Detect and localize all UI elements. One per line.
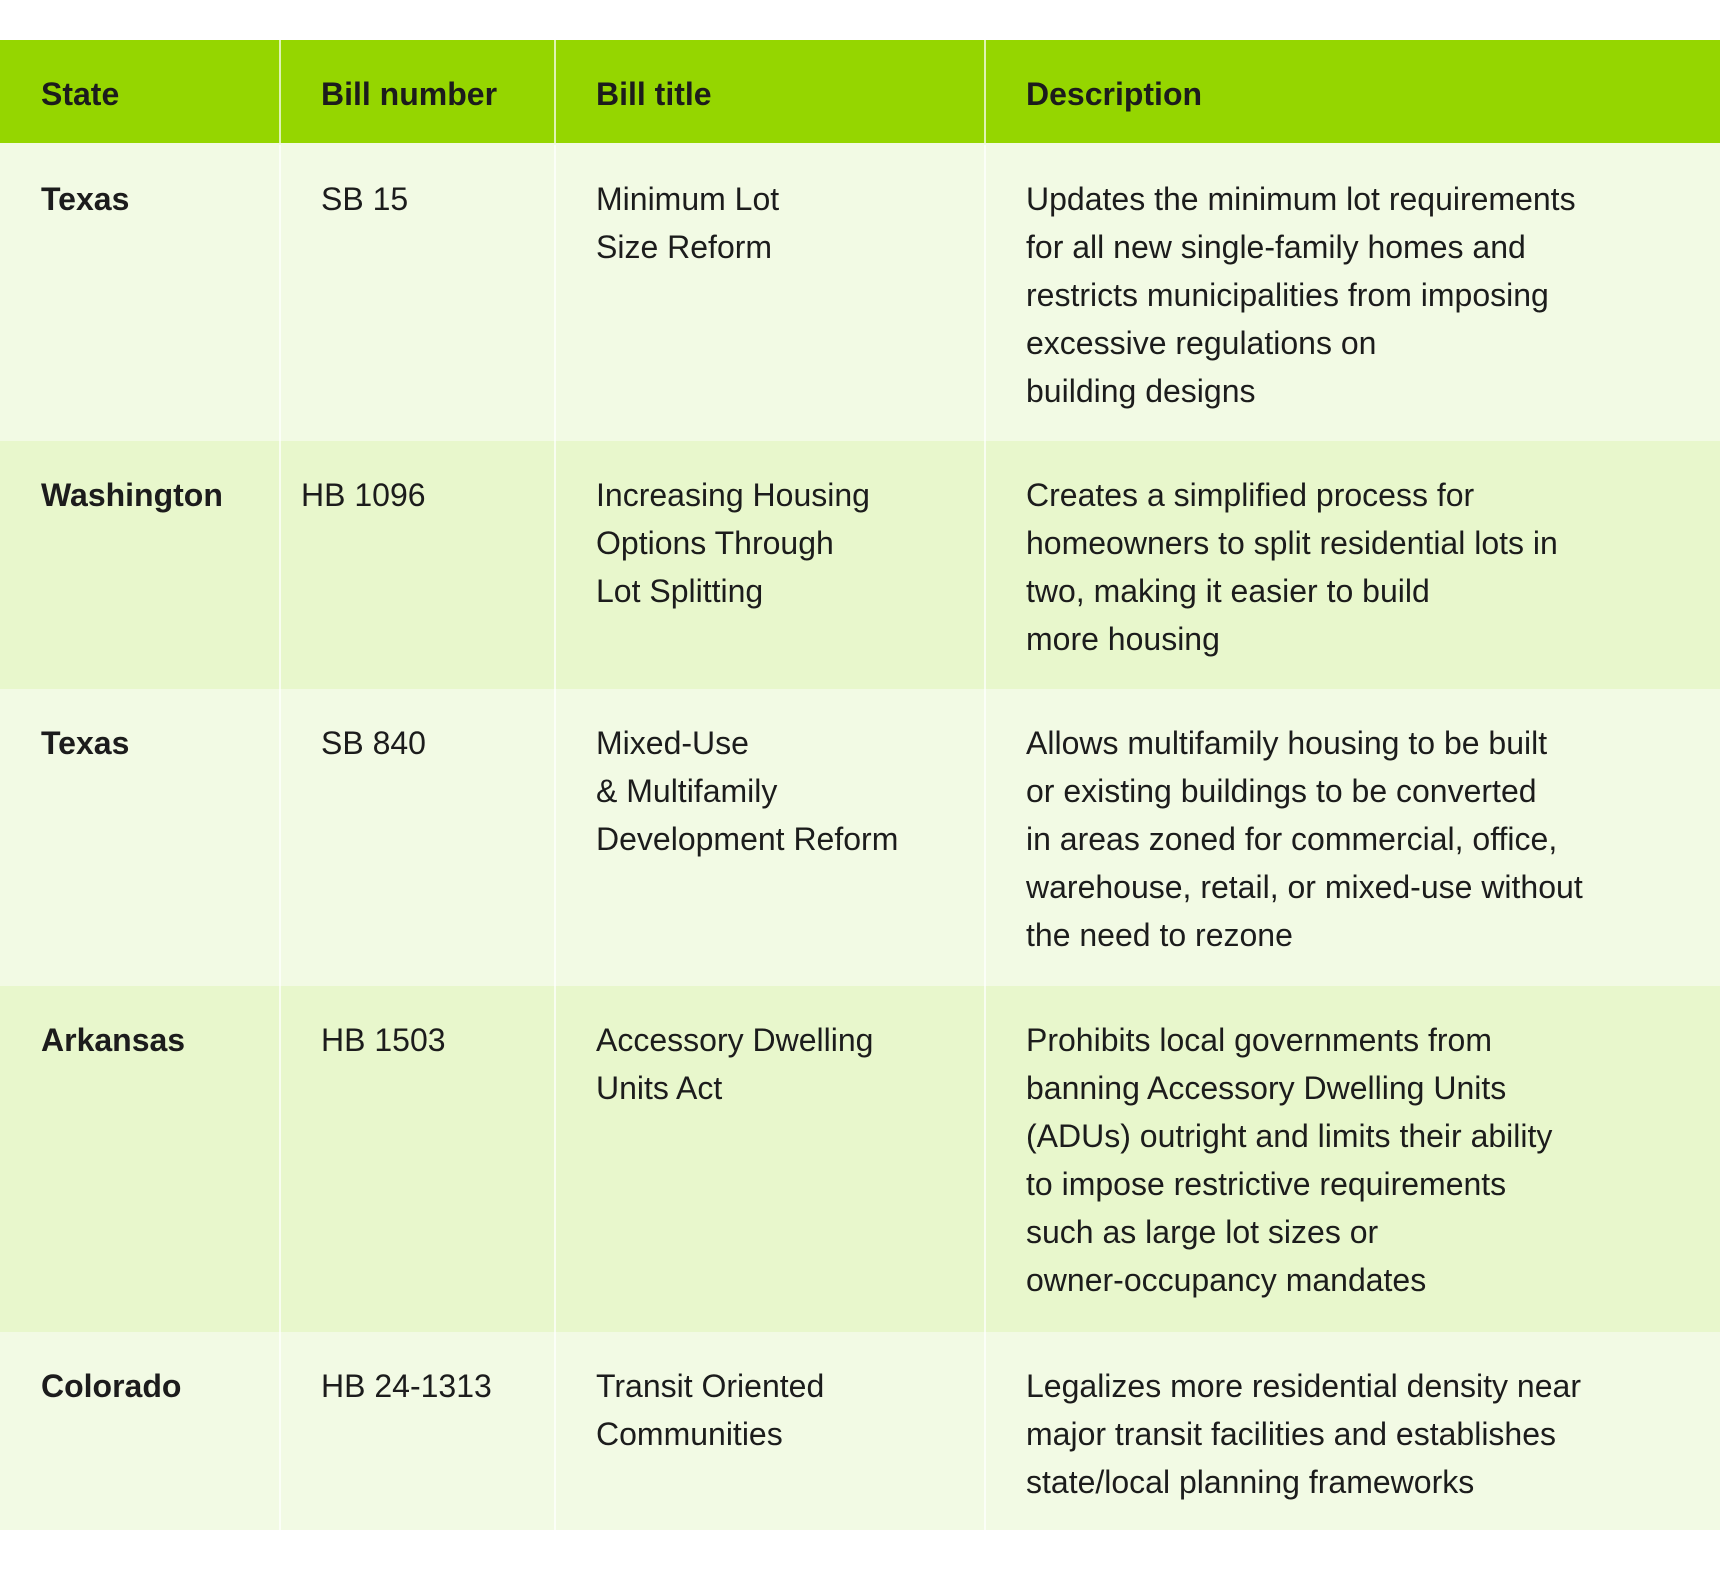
description-line: state/local planning frameworks [1026,1464,1475,1500]
description-line: excessive regulations on [1026,325,1377,361]
bill-title-cell [556,986,986,1332]
state-cell: Washington [0,441,281,689]
description-line: restricts municipalities from imposing [1026,277,1549,313]
table-row [0,441,1720,689]
bill-title-cell [556,1332,986,1530]
state-cell: Colorado [0,1332,281,1530]
bill-title-line: Options Through [596,525,834,561]
description-line: building designs [1026,373,1256,409]
description-line: (ADUs) outright and limits their ability [1026,1118,1553,1154]
description-line: Legalizes more residential density near [1026,1368,1581,1404]
bill-title-line: Transit Oriented [596,1368,825,1404]
table-row [0,145,1720,441]
description-cell [986,986,1720,1332]
description-line: warehouse, retail, or mixed-use without [1026,869,1583,905]
header-bill-number: Bill number [281,40,556,143]
bill-number-text: HB 1096 [301,477,426,513]
description-line: Allows multifamily housing to be built [1026,725,1548,761]
table-row [0,986,1720,1332]
bill-title-cell [556,145,986,441]
bill-title-line: Mixed-Use [596,725,749,761]
bill-number-cell: HB 1503 [281,986,556,1332]
bill-number-cell [281,441,556,689]
housing-bills-table [0,40,1720,1530]
header-bill-title: Bill title [556,40,986,143]
bill-title-cell [556,441,986,689]
bill-title-line: Accessory Dwelling [596,1022,874,1058]
description-line: in areas zoned for commercial, office, [1026,821,1558,857]
state-cell: Texas [0,145,281,441]
bill-number-cell: SB 840 [281,689,556,986]
description-cell [986,1332,1720,1530]
table-row [0,1332,1720,1530]
bill-title-cell [556,689,986,986]
bill-title-line: Units Act [596,1070,723,1106]
description-line: more housing [1026,621,1220,657]
description-line: the need to rezone [1026,917,1293,953]
bill-title-line: Development Reform [596,821,899,857]
bill-title-line: Increasing Housing [596,477,870,513]
description-cell [986,145,1720,441]
bill-number-cell: HB 24-1313 [281,1332,556,1530]
state-cell: Arkansas [0,986,281,1332]
table-row [0,689,1720,986]
bill-title-line: Communities [596,1416,783,1452]
description-line: to impose restrictive requirements [1026,1166,1507,1202]
description-cell [986,441,1720,689]
description-line: such as large lot sizes or [1026,1214,1379,1250]
header-state: State [0,40,281,143]
bill-number-cell: SB 15 [281,145,556,441]
table-header-row [0,40,1720,145]
state-cell: Texas [0,689,281,986]
description-line: homeowners to split residential lots in [1026,525,1558,561]
bill-title-line: Lot Splitting [596,573,764,609]
description-line: Prohibits local governments from [1026,1022,1492,1058]
description-line: or existing buildings to be converted [1026,773,1537,809]
description-line: banning Accessory Dwelling Units [1026,1070,1507,1106]
header-description: Description [1026,75,1203,112]
description-line: Creates a simplified process for [1026,477,1475,513]
description-line: major transit facilities and establishes [1026,1416,1557,1452]
description-line: for all new single-family homes and [1026,229,1526,265]
description-line: two, making it easier to build [1026,573,1430,609]
description-cell [986,689,1720,986]
bill-title-line: & Multifamily [596,773,778,809]
description-line: Updates the minimum lot requirements [1026,181,1576,217]
bill-title-line: Minimum Lot [596,181,780,217]
bill-title-line: Size Reform [596,229,773,265]
description-line: owner-occupancy mandates [1026,1262,1427,1298]
